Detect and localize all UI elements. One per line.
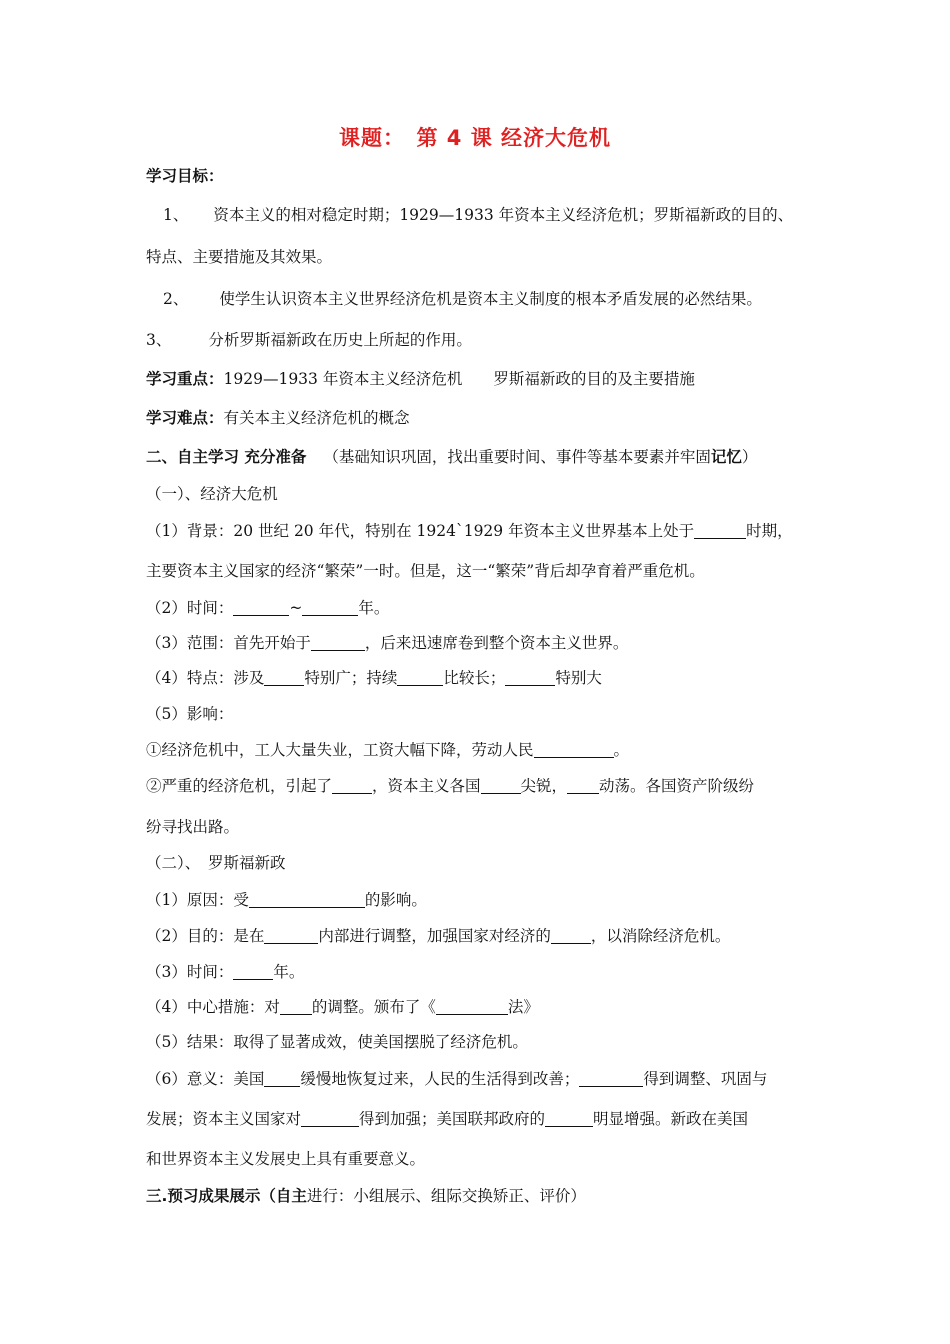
objectives-heading: 学习目标： xyxy=(146,167,224,185)
background-text: （1）背景：20 世纪 20 年代，特别在 1924`1929 年资本主义世界基本上处于 xyxy=(146,522,695,540)
significance-text: 得到调整、巩固与 xyxy=(643,1070,768,1088)
fill-blank[interactable] xyxy=(505,670,555,687)
time-separator: ~ xyxy=(289,599,303,617)
difficulty-text: 有关本主义经济危机的概念 xyxy=(223,409,410,427)
fill-blank[interactable] xyxy=(545,1111,593,1128)
fill-blank[interactable] xyxy=(481,778,521,795)
fill-blank[interactable] xyxy=(249,892,365,909)
key-point-label: 学习重点： xyxy=(146,370,224,388)
scope-label: （3）范围：首先开始于 xyxy=(146,634,311,652)
part-2-measure xyxy=(146,995,539,1017)
significance-text: 缓慢地恢复过来，人民的生活得到改善； xyxy=(300,1070,580,1088)
cause-end: 的影响。 xyxy=(364,891,427,909)
measure-end: 法》 xyxy=(507,998,539,1016)
part-2-cause xyxy=(146,888,427,910)
fill-blank[interactable] xyxy=(301,1111,359,1128)
measure-label: （4）中心措施：对 xyxy=(146,998,280,1016)
impact-2-text: 尖锐， xyxy=(520,777,568,795)
key-point xyxy=(146,367,695,389)
aim-end: ，以消除经济危机。 xyxy=(590,927,731,945)
fill-blank[interactable] xyxy=(551,928,591,945)
section-2-title: 二、自主学习 充分准备 xyxy=(146,448,307,466)
section-2-note-bold: 记忆 xyxy=(710,448,742,466)
part-1-background-cont: 主要资本主义国家的经济“繁荣”一时。但是，这一“繁荣”背后却孕育着严重危机。 xyxy=(146,562,705,580)
objective-3 xyxy=(146,328,472,350)
features-text: 特别大 xyxy=(555,669,602,687)
part-2-significance-cont xyxy=(146,1107,748,1129)
key-point-text: 1929—1933 年资本主义经济危机 罗斯福新政的目的及主要措施 xyxy=(223,370,695,388)
impact-2-text: 动荡。各国资产阶级纷 xyxy=(599,777,755,795)
impact-1 xyxy=(146,738,629,760)
significance-text: 发展；资本主义国家对 xyxy=(146,1110,302,1128)
fill-blank[interactable] xyxy=(233,964,273,981)
section-2-note: （基础知识巩固，找出重要时间、事件等基本要素并牢固 xyxy=(323,448,711,466)
fill-blank[interactable] xyxy=(264,928,318,945)
significance-label: （6）意义：美国 xyxy=(146,1070,265,1088)
impact-2-cont: 纷寻找出路。 xyxy=(146,818,240,836)
impact-1-end: 。 xyxy=(613,741,630,759)
features-label: （4）特点：涉及 xyxy=(146,669,265,687)
objective-2 xyxy=(163,287,762,309)
section-3-title: 三.预习成果展示（自主 xyxy=(146,1187,307,1205)
fill-blank[interactable] xyxy=(694,523,746,540)
objective-1-cont: 特点、主要措施及其效果。 xyxy=(146,248,333,266)
part-1-scope xyxy=(146,631,628,653)
section-3-heading xyxy=(146,1184,586,1206)
background-text-end: 时期， xyxy=(746,522,793,540)
features-text: 比较长； xyxy=(443,669,506,687)
aim-label: （2）目的：是在 xyxy=(146,927,265,945)
fill-blank[interactable] xyxy=(280,999,312,1016)
part-1-heading: （一）、经济大危机 xyxy=(146,485,278,503)
cause-label: （1）原因：受 xyxy=(146,891,249,909)
fill-blank[interactable] xyxy=(436,999,508,1016)
fill-blank[interactable] xyxy=(579,1071,643,1088)
section-2-heading xyxy=(146,445,757,467)
part-2-heading: （二）、 罗斯福新政 xyxy=(146,854,286,872)
fill-blank[interactable] xyxy=(264,1071,300,1088)
aim-text: 内部进行调整，加强国家对经济的 xyxy=(318,927,551,945)
time-label: （3）时间： xyxy=(146,963,234,981)
part-1-time xyxy=(146,596,389,618)
objective-2-text: 使学生认识资本主义世界经济危机是资本主义制度的根本矛盾发展的必然结果。 xyxy=(219,290,762,308)
part-1-features xyxy=(146,666,602,688)
part-2-significance-end: 和世界资本主义发展史上具有重要意义。 xyxy=(146,1150,426,1168)
objective-3-text: 分析罗斯福新政在历史上所起的作用。 xyxy=(208,331,472,349)
difficulty-label: 学习难点： xyxy=(146,409,224,427)
objective-1-number: 1、 xyxy=(163,206,189,224)
features-text: 特别广；持续 xyxy=(304,669,398,687)
fill-blank[interactable] xyxy=(567,778,599,795)
part-2-result: （5）结果：取得了显著成效，使美国摆脱了经济危机。 xyxy=(146,1033,528,1051)
part-1-background xyxy=(146,519,793,541)
significance-text: 得到加强；美国联邦政府的 xyxy=(359,1110,546,1128)
objective-2-number: 2、 xyxy=(163,290,189,308)
part-2-aim xyxy=(146,924,730,946)
objective-3-number: 3、 xyxy=(146,331,172,349)
time-label: （2）时间： xyxy=(146,599,234,617)
impact-2-text: ，资本主义各国 xyxy=(372,777,481,795)
difficulty xyxy=(146,406,410,428)
section-2-note-end: ） xyxy=(741,448,758,466)
fill-blank[interactable] xyxy=(397,670,443,687)
time-end: 年。 xyxy=(358,599,390,617)
impact-1-text: ①经济危机中，工人大量失业，工资大幅下降，劳动人民 xyxy=(146,741,534,759)
fill-blank[interactable] xyxy=(534,742,614,759)
page-title: 课题： 第 4 课 经济大危机 xyxy=(338,126,612,150)
objective-1 xyxy=(163,203,793,225)
fill-blank[interactable] xyxy=(332,778,372,795)
significance-text: 明显增强。新政在美国 xyxy=(593,1110,749,1128)
part-1-impact: （5）影响： xyxy=(146,705,234,723)
fill-blank[interactable] xyxy=(233,600,289,617)
objective-1-text: 资本主义的相对稳定时期；1929—1933 年资本主义经济危机；罗斯福新政的目的、 xyxy=(213,206,794,224)
fill-blank[interactable] xyxy=(264,670,304,687)
fill-blank[interactable] xyxy=(311,635,365,652)
impact-2 xyxy=(146,774,754,796)
part-2-significance xyxy=(146,1067,767,1089)
part-2-time xyxy=(146,960,304,982)
impact-2-text: ②严重的经济危机，引起了 xyxy=(146,777,333,795)
time-end: 年。 xyxy=(273,963,305,981)
scope-end: ，后来迅速席卷到整个资本主义世界。 xyxy=(364,634,629,652)
fill-blank[interactable] xyxy=(302,600,358,617)
section-3-text: 进行：小组展示、组际交换矫正、评价） xyxy=(306,1187,586,1205)
measure-text: 的调整。颁布了《 xyxy=(311,998,436,1016)
